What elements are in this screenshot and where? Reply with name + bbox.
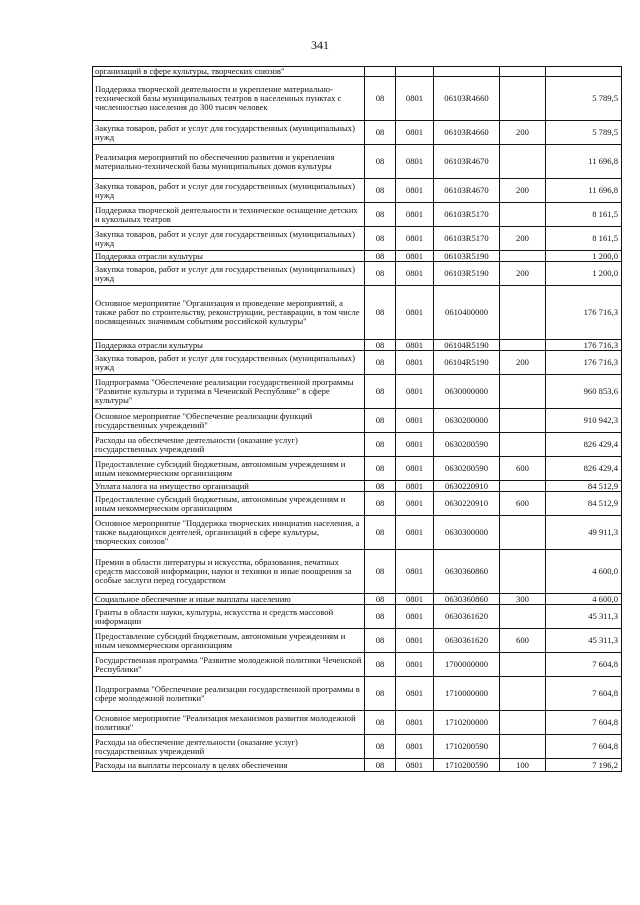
row-expense-type-cell <box>500 203 546 227</box>
row-section-cell: 08 <box>365 251 396 262</box>
row-amount-cell: 826 429,4 <box>546 457 622 481</box>
row-amount-cell: 176 716,3 <box>546 351 622 375</box>
row-section-cell: 08 <box>365 351 396 375</box>
row-section-cell: 08 <box>365 481 396 492</box>
row-section-cell: 08 <box>365 179 396 203</box>
row-name-cell: Закупка товаров, работ и услуг для государственных (муниципальных) нужд <box>93 179 365 203</box>
row-expense-type-cell <box>500 145 546 179</box>
row-subsection-cell: 0801 <box>396 605 434 629</box>
row-subsection-cell: 0801 <box>396 375 434 409</box>
row-amount-cell: 84 512,9 <box>546 492 622 516</box>
row-name-cell: Государственная программа "Развитие молодежной политики Чеченской Республики" <box>93 653 365 677</box>
table-row <box>93 492 622 516</box>
row-expense-type-cell: 200 <box>500 227 546 251</box>
row-expense-type-cell <box>500 251 546 262</box>
table-row <box>93 251 622 262</box>
row-amount-cell: 960 853,6 <box>546 375 622 409</box>
row-expense-type-cell <box>500 409 546 433</box>
row-subsection-cell: 0801 <box>396 121 434 145</box>
table-row <box>93 433 622 457</box>
row-name-cell: Премии в области литературы и искусства, образования, печатных средств массовой информации, науки и техники и иные поощрения за особые заслуги перед государством <box>93 550 365 594</box>
row-target-code-cell: 06104R5190 <box>434 340 500 351</box>
row-name-cell: организаций в сфере культуры, творческих союзов" <box>93 67 365 77</box>
row-name-cell: Социальное обеспечение и иные выплаты населению <box>93 594 365 605</box>
row-target-code-cell: 1710200590 <box>434 759 500 772</box>
row-amount-cell: 11 696,8 <box>546 179 622 203</box>
row-section-cell: 08 <box>365 375 396 409</box>
row-section-cell: 08 <box>365 550 396 594</box>
page-number: 341 <box>311 38 329 52</box>
row-target-code-cell: 0610400000 <box>434 286 500 340</box>
row-expense-type-cell: 200 <box>500 121 546 145</box>
row-amount-cell: 84 512,9 <box>546 481 622 492</box>
row-amount-cell: 1 200,0 <box>546 251 622 262</box>
row-expense-type-cell <box>500 67 546 77</box>
row-expense-type-cell: 300 <box>500 594 546 605</box>
row-expense-type-cell <box>500 481 546 492</box>
table-row <box>93 375 622 409</box>
row-name-cell: Уплата налога на имущество организаций <box>93 481 365 492</box>
row-target-code-cell: 1700000000 <box>434 653 500 677</box>
row-subsection-cell: 0801 <box>396 409 434 433</box>
row-amount-cell: 45 311,3 <box>546 605 622 629</box>
row-amount-cell: 7 196,2 <box>546 759 622 772</box>
row-section-cell: 08 <box>365 145 396 179</box>
table-row <box>93 481 622 492</box>
row-name-cell: Основное мероприятие "Поддержка творческих инициатив населения, а также выдающихся деятелей, организаций в сфере культуры, творческих союзов" <box>93 516 365 550</box>
row-section-cell: 08 <box>365 605 396 629</box>
row-target-code-cell: 06103R5170 <box>434 227 500 251</box>
row-subsection-cell: 0801 <box>396 711 434 735</box>
row-section-cell: 08 <box>365 735 396 759</box>
table-row <box>93 227 622 251</box>
row-name-cell: Основное мероприятие "Реализация механизмов развития молодежной политики" <box>93 711 365 735</box>
row-target-code-cell: 0630361620 <box>434 629 500 653</box>
row-subsection-cell: 0801 <box>396 262 434 286</box>
row-name-cell: Подпрограмма "Обеспечение реализации государственной программы в сфере молодежной политики" <box>93 677 365 711</box>
row-name-cell: Расходы на обеспечение деятельности (оказание услуг) государственных учреждений <box>93 433 365 457</box>
row-section-cell: 08 <box>365 629 396 653</box>
row-amount-cell: 8 161,5 <box>546 227 622 251</box>
row-amount-cell: 45 311,3 <box>546 629 622 653</box>
row-amount-cell: 7 604,8 <box>546 653 622 677</box>
row-amount-cell: 910 942,3 <box>546 409 622 433</box>
table-row <box>93 262 622 286</box>
row-subsection-cell: 0801 <box>396 227 434 251</box>
row-subsection-cell: 0801 <box>396 653 434 677</box>
row-target-code-cell: 0630000000 <box>434 375 500 409</box>
row-name-cell: Предоставление субсидий бюджетным, автономным учреждениям и иным некоммерческим организациям <box>93 629 365 653</box>
row-expense-type-cell <box>500 77 546 121</box>
row-subsection-cell <box>396 67 434 77</box>
table-row <box>93 203 622 227</box>
row-target-code-cell: 0630200590 <box>434 457 500 481</box>
row-expense-type-cell <box>500 433 546 457</box>
table-row <box>93 67 622 77</box>
row-section-cell: 08 <box>365 203 396 227</box>
row-subsection-cell: 0801 <box>396 457 434 481</box>
row-expense-type-cell: 100 <box>500 759 546 772</box>
row-expense-type-cell <box>500 711 546 735</box>
row-subsection-cell: 0801 <box>396 77 434 121</box>
table-row <box>93 629 622 653</box>
row-expense-type-cell <box>500 735 546 759</box>
table-row <box>93 457 622 481</box>
row-target-code-cell: 06103R5190 <box>434 251 500 262</box>
row-expense-type-cell: 200 <box>500 351 546 375</box>
row-target-code-cell: 0630220910 <box>434 481 500 492</box>
row-section-cell: 08 <box>365 409 396 433</box>
row-amount-cell: 1 200,0 <box>546 262 622 286</box>
row-section-cell: 08 <box>365 492 396 516</box>
row-subsection-cell: 0801 <box>396 145 434 179</box>
row-subsection-cell: 0801 <box>396 286 434 340</box>
row-name-cell: Закупка товаров, работ и услуг для государственных (муниципальных) нужд <box>93 351 365 375</box>
row-target-code-cell: 06103R5170 <box>434 203 500 227</box>
row-expense-type-cell: 600 <box>500 492 546 516</box>
row-amount-cell: 176 716,3 <box>546 286 622 340</box>
row-target-code-cell: 06103R5190 <box>434 262 500 286</box>
row-target-code-cell: 06104R5190 <box>434 351 500 375</box>
row-subsection-cell: 0801 <box>396 735 434 759</box>
row-subsection-cell: 0801 <box>396 340 434 351</box>
budget-table-body <box>93 67 622 772</box>
row-name-cell: Поддержка творческой деятельности и техническое оснащение детских и кукольных театров <box>93 203 365 227</box>
row-target-code-cell: 0630200590 <box>434 433 500 457</box>
row-target-code-cell: 06103R4660 <box>434 77 500 121</box>
row-target-code-cell: 0630361620 <box>434 605 500 629</box>
row-target-code-cell: 06103R4660 <box>434 121 500 145</box>
table-row <box>93 145 622 179</box>
table-row <box>93 677 622 711</box>
table-row <box>93 735 622 759</box>
row-subsection-cell: 0801 <box>396 516 434 550</box>
row-name-cell: Подпрограмма "Обеспечение реализации государственной программы "Развитие культуры и туризма в Чеченской Республике" в сфере культуры" <box>93 375 365 409</box>
row-name-cell: Поддержка творческой деятельности и укрепление материально-технической базы муниципальных театров в населенных пунктах с численностью населения до 300 тысяч человек <box>93 77 365 121</box>
row-amount-cell: 7 604,8 <box>546 735 622 759</box>
row-subsection-cell: 0801 <box>396 492 434 516</box>
row-amount-cell: 826 429,4 <box>546 433 622 457</box>
row-target-code-cell: 0630360860 <box>434 594 500 605</box>
row-expense-type-cell <box>500 516 546 550</box>
row-subsection-cell: 0801 <box>396 550 434 594</box>
row-expense-type-cell <box>500 605 546 629</box>
row-name-cell: Закупка товаров, работ и услуг для государственных (муниципальных) нужд <box>93 121 365 145</box>
table-row <box>93 653 622 677</box>
table-row <box>93 516 622 550</box>
table-row <box>93 409 622 433</box>
row-expense-type-cell <box>500 286 546 340</box>
row-expense-type-cell: 200 <box>500 262 546 286</box>
row-expense-type-cell <box>500 677 546 711</box>
row-name-cell: Поддержка отрасли культуры <box>93 340 365 351</box>
row-name-cell: Предоставление субсидий бюджетным, автономным учреждениям и иным некоммерческим организациям <box>93 492 365 516</box>
row-target-code-cell: 06103R4670 <box>434 145 500 179</box>
row-subsection-cell: 0801 <box>396 351 434 375</box>
row-expense-type-cell <box>500 340 546 351</box>
row-section-cell: 08 <box>365 653 396 677</box>
row-section-cell: 08 <box>365 77 396 121</box>
row-amount-cell: 11 696,8 <box>546 145 622 179</box>
row-expense-type-cell <box>500 375 546 409</box>
row-name-cell: Основное мероприятие "Организация и проведение мероприятий, а также работ по строительству, реконструкции, реставрации, в том числе посвященных значимым событиям российской культуры" <box>93 286 365 340</box>
row-section-cell <box>365 67 396 77</box>
row-target-code-cell: 1710200000 <box>434 711 500 735</box>
row-expense-type-cell: 600 <box>500 457 546 481</box>
row-subsection-cell: 0801 <box>396 677 434 711</box>
row-amount-cell: 4 600,0 <box>546 594 622 605</box>
row-name-cell: Расходы на выплаты персоналу в целях обеспечения <box>93 759 365 772</box>
table-row <box>93 711 622 735</box>
table-row <box>93 286 622 340</box>
row-target-code-cell: 0630220910 <box>434 492 500 516</box>
row-name-cell: Закупка товаров, работ и услуг для государственных (муниципальных) нужд <box>93 227 365 251</box>
row-amount-cell: 5 789,5 <box>546 77 622 121</box>
row-section-cell: 08 <box>365 286 396 340</box>
row-section-cell: 08 <box>365 594 396 605</box>
table-row <box>93 550 622 594</box>
table-row <box>93 340 622 351</box>
row-expense-type-cell <box>500 653 546 677</box>
row-expense-type-cell: 200 <box>500 179 546 203</box>
table-row <box>93 351 622 375</box>
row-target-code-cell: 1710000000 <box>434 677 500 711</box>
row-name-cell: Предоставление субсидий бюджетным, автономным учреждениям и иным некоммерческим организациям <box>93 457 365 481</box>
table-row <box>93 605 622 629</box>
row-subsection-cell: 0801 <box>396 203 434 227</box>
row-amount-cell <box>546 67 622 77</box>
table-row <box>93 121 622 145</box>
table-row <box>93 759 622 772</box>
row-subsection-cell: 0801 <box>396 594 434 605</box>
row-amount-cell: 7 604,8 <box>546 711 622 735</box>
row-subsection-cell: 0801 <box>396 433 434 457</box>
row-target-code-cell: 06103R4670 <box>434 179 500 203</box>
row-amount-cell: 5 789,5 <box>546 121 622 145</box>
row-section-cell: 08 <box>365 340 396 351</box>
table-row <box>93 77 622 121</box>
row-subsection-cell: 0801 <box>396 481 434 492</box>
row-amount-cell: 49 911,3 <box>546 516 622 550</box>
row-subsection-cell: 0801 <box>396 251 434 262</box>
row-target-code-cell: 1710200590 <box>434 735 500 759</box>
row-section-cell: 08 <box>365 457 396 481</box>
row-target-code-cell: 0630360860 <box>434 550 500 594</box>
row-name-cell: Реализация мероприятий по обеспечению развития и укрепления материально-технической базы муниципальных домов культуры <box>93 145 365 179</box>
row-section-cell: 08 <box>365 433 396 457</box>
row-subsection-cell: 0801 <box>396 759 434 772</box>
row-amount-cell: 4 600,0 <box>546 550 622 594</box>
row-expense-type-cell <box>500 550 546 594</box>
row-expense-type-cell: 600 <box>500 629 546 653</box>
row-section-cell: 08 <box>365 262 396 286</box>
row-name-cell: Расходы на обеспечение деятельности (оказание услуг) государственных учреждений <box>93 735 365 759</box>
row-amount-cell: 8 161,5 <box>546 203 622 227</box>
row-target-code-cell <box>434 67 500 77</box>
row-subsection-cell: 0801 <box>396 629 434 653</box>
row-amount-cell: 7 604,8 <box>546 677 622 711</box>
row-section-cell: 08 <box>365 759 396 772</box>
row-section-cell: 08 <box>365 227 396 251</box>
row-amount-cell: 176 716,3 <box>546 340 622 351</box>
row-target-code-cell: 0630200000 <box>434 409 500 433</box>
row-name-cell: Основное мероприятие "Обеспечение реализации функций государственных учреждений" <box>93 409 365 433</box>
table-row <box>93 179 622 203</box>
row-name-cell: Закупка товаров, работ и услуг для государственных (муниципальных) нужд <box>93 262 365 286</box>
table-row <box>93 594 622 605</box>
row-name-cell: Гранты в области науки, культуры, искусства и средств массовой информации <box>93 605 365 629</box>
budget-table <box>92 66 622 772</box>
row-section-cell: 08 <box>365 516 396 550</box>
row-section-cell: 08 <box>365 121 396 145</box>
row-name-cell: Поддержка отрасли культуры <box>93 251 365 262</box>
row-subsection-cell: 0801 <box>396 179 434 203</box>
row-section-cell: 08 <box>365 711 396 735</box>
row-target-code-cell: 0630300000 <box>434 516 500 550</box>
row-section-cell: 08 <box>365 677 396 711</box>
